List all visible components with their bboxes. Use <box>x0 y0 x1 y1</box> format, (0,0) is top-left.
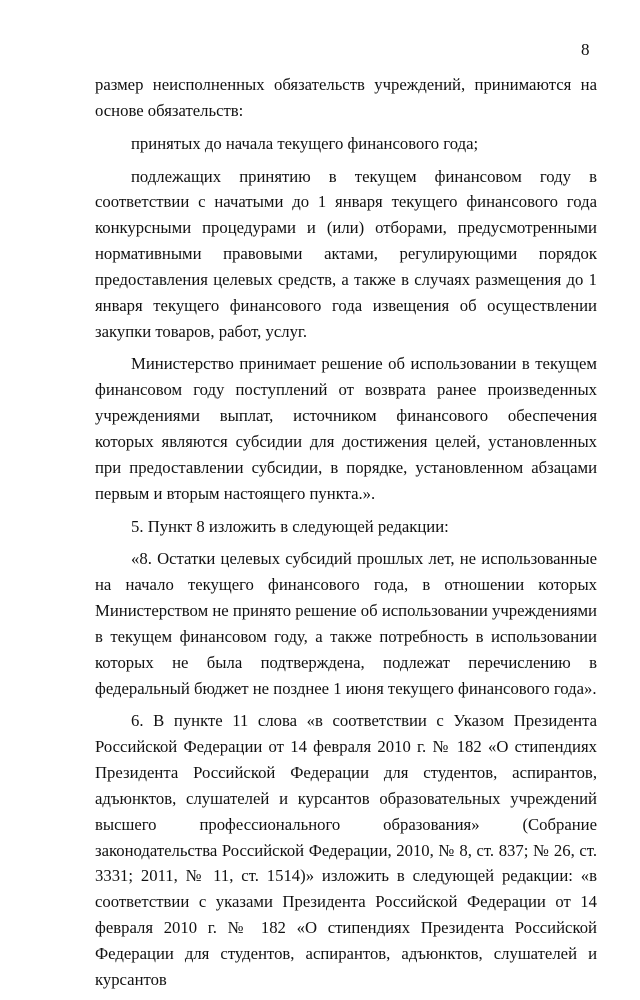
paragraph-3: подлежащих принятию в текущем финансовом году в соответствии с начатыми до 1 января текущего финансового года конкурсными процедурами и (или) отборами, предусмотренными нормативными правовыми актами, регулирующими порядок предоставления целевых средств, а также в случаях размещения до 1 января текущего финансового года извещения об осуществлении закупки товаров, работ, услуг. <box>95 166 597 341</box>
paragraph-7: 6. В пункте 11 слова «в соответствии с Указом Президента Российской Федерации от 14 февраля 2010 г. № 182 «О стипендиях Президента Российской Федерации для студентов, аспирантов, адъюнктов, слушателей и курсантов образовательных учреждений высшего профессионального образования» (Собрание законодательства Российской Федерации, 2010, № 8, ст. 837; № 26, ст. 3331; 2011, № 11, ст. 1514)» изложить в следующей редакции: «в соответствии с указами Президента Российской Федерации от 14 февраля 2010 г. № 182 «О стипендиях Президента Российской Федерации для студентов, аспирантов, адъюнктов, слушателей и курсантов <box>95 711 597 989</box>
paragraph-1: размер неисполненных обязательств учреждений, принимаются на основе обязательств: <box>95 75 597 120</box>
paragraph-2: принятых до начала текущего финансового года; <box>131 133 479 153</box>
document-body <box>95 72 597 1000</box>
paragraph-6: «8. Остатки целевых субсидий прошлых лет, не использованные на начало текущего финансового года, в отношении которых Министерством не принято решение об использовании учреждениями в текущем финансовом году, а также потребность в использовании которых не была подтверждена, подлежат перечислению в федеральный бюджет не позднее 1 июня текущего финансового года». <box>95 549 597 698</box>
paragraph-5: 5. Пункт 8 изложить в следующей редакции: <box>131 516 449 536</box>
paragraph-4: Министерство принимает решение об использовании в текущем финансовом году поступлений от возврата ранее произведенных учреждениями выплат, источником финансового обеспечения которых являются субсидии для достижения целей, установленных при предоставлении субсидии, в порядке, установленном абзацами первым и вторым настоящего пункта.». <box>95 354 597 503</box>
page-number: 8 <box>581 40 590 59</box>
